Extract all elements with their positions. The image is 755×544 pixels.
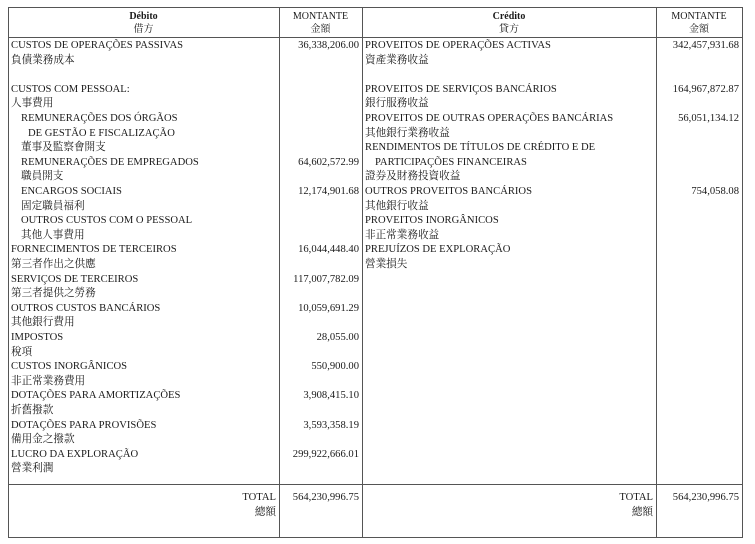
- credit-row-1-label: 資產業務收益: [365, 54, 429, 66]
- debit-row-29-label: 營業利潤: [11, 463, 54, 475]
- credit-total-label-zh: 總額: [631, 506, 653, 518]
- debit-header: [8, 10, 279, 36]
- debit-row-0-amount: 36,338,206.00: [298, 40, 359, 51]
- top-border: [8, 7, 743, 8]
- center-divider: [362, 7, 363, 537]
- debit-row-28-label: LUCRO DA EXPLORAÇÃO: [11, 448, 139, 460]
- debit-row-10-label: ENCARGOS SOCIAIS: [21, 186, 122, 197]
- credit-row-6-label: 其他銀行業務收益: [365, 127, 450, 139]
- debit-amount-header-pt: MONTANTE: [292, 11, 349, 22]
- debit-row-22-label: CUSTOS INORGÂNICOS: [11, 361, 128, 373]
- credit-total-label: [576, 491, 653, 520]
- debit-row-21-label: 稅項: [11, 346, 33, 358]
- credit-row-0-label: PROVEITOS DE OPERAÇÕES ACTIVAS: [365, 40, 551, 51]
- debit-row-3-label: CUSTOS COM PESSOAL:: [11, 83, 130, 95]
- debit-row-11-label: 固定職員福利: [21, 200, 85, 212]
- credit-header-zh: 貸方: [499, 24, 519, 35]
- debit-header-zh: 借方: [133, 24, 154, 35]
- debit-row-13-label: 其他人事費用: [21, 229, 85, 241]
- credit-row-5-amount: 56,051,134.12: [678, 113, 739, 124]
- debit-row-16-label: SERVIÇOS DE TERCEIROS: [11, 273, 139, 285]
- debit-total-amount: 564,230,996.75: [292, 492, 359, 503]
- debit-row-25-label: 折舊撥款: [11, 405, 54, 416]
- debit-row-27-label: 備用金之撥款: [11, 434, 75, 446]
- debit-row-14-amount: 16,044,448.40: [298, 244, 359, 256]
- credit-row-15-label: 營業損失: [365, 259, 408, 270]
- debit-row-28-amount: 299,922,666.01: [292, 448, 359, 460]
- debit-row-22-amount: 550,900.00: [311, 361, 359, 373]
- debit-row-20-label: IMPOSTOS: [11, 332, 64, 343]
- debit-row-5-label: REMUNERAÇÕES DOS ÓRGÃOS: [21, 113, 178, 124]
- credit-total-label-pt: TOTAL: [619, 492, 653, 503]
- credit-amount-header: [656, 10, 742, 36]
- debit-row-15-label: 第三者作出之供應: [11, 259, 96, 270]
- debit-row-9-label: 職員開支: [21, 171, 64, 183]
- debit-row-6-label: DE GESTÃO E FISCALIZAÇÃO: [28, 127, 175, 139]
- totals-top-border: [8, 484, 743, 485]
- debit-row-0-label: CUSTOS DE OPERAÇÕES PASSIVAS: [11, 40, 184, 51]
- credit-header-pt: Crédito: [492, 11, 526, 22]
- credit-row-14-label: PREJUÍZOS DE EXPLORAÇÃO: [365, 244, 511, 256]
- credit-amount-header-pt: MONTANTE: [671, 11, 727, 22]
- debit-row-7-label: 董事及監察會開支: [21, 142, 106, 154]
- debit-row-18-label: OUTROS CUSTOS BANCÁRIOS: [11, 302, 161, 314]
- debit-row-14-label: FORNECIMENTOS DE TERCEIROS: [11, 244, 177, 256]
- credit-row-11-label: 其他銀行收益: [365, 200, 429, 212]
- debit-row-8-label: REMUNERAÇÕES DE EMPREGADOS: [21, 156, 199, 168]
- credit-row-9-label: 證券及財務投資收益: [365, 171, 461, 183]
- credit-header: [362, 10, 656, 36]
- credit-row-7-label: RENDIMENTOS DE TÍTULOS DE CRÉDITO E DE: [365, 142, 596, 154]
- debit-row-26-amount: 3,593,358.19: [303, 419, 359, 431]
- debit-row-19-label: 其他銀行費用: [11, 317, 75, 329]
- debit-row-10-amount: 12,174,901.68: [298, 186, 359, 197]
- debit-row-4-label: 人事費用: [11, 98, 54, 110]
- right-border: [742, 7, 743, 537]
- credit-row-10-amount: 754,058.08: [691, 186, 739, 197]
- debit-row-17-label: 第三者提供之勞務: [11, 288, 96, 300]
- credit-row-3-label: PROVEITOS DE SERVIÇOS BANCÁRIOS: [365, 83, 557, 95]
- credit-total-amount: 564,230,996.75: [672, 492, 739, 503]
- credit-row-3-amount: 164,967,872.87: [672, 83, 739, 95]
- credit-row-10-label: OUTROS PROVEITOS BANCÁRIOS: [365, 186, 532, 197]
- debit-row-24-amount: 3,908,415.10: [303, 390, 359, 402]
- debit-row-18-amount: 10,059,691.29: [298, 302, 359, 314]
- header-bottom-border: [8, 37, 743, 38]
- credit-row-13-label: 非正常業務收益: [365, 229, 440, 241]
- credit-row-4-label: 銀行服務收益: [365, 98, 429, 110]
- debit-total-label-zh: 總額: [254, 506, 276, 518]
- debit-amount-header: [279, 10, 362, 36]
- credit-row-12-label: PROVEITOS INORGÂNICOS: [365, 215, 499, 227]
- debit-total-label: [200, 491, 276, 520]
- debit-row-12-label: OUTROS CUSTOS COM O PESSOAL: [21, 215, 193, 227]
- credit-row-8-label: PARTICIPAÇÕES FINANCEIRAS: [375, 156, 527, 168]
- debit-amount-header-zh: 金額: [310, 24, 331, 35]
- debit-header-pt: Débito: [129, 11, 158, 22]
- debit-row-20-amount: 28,055.00: [316, 332, 359, 343]
- debit-row-23-label: 非正常業務費用: [11, 375, 86, 387]
- debit-row-16-amount: 117,007,782.09: [293, 273, 359, 285]
- credit-amount-header-zh: 金額: [689, 24, 709, 35]
- bottom-border: [8, 537, 743, 538]
- credit-row-5-label: PROVEITOS DE OUTRAS OPERAÇÕES BANCÁRIAS: [365, 113, 614, 124]
- debit-row-24-label: DOTAÇÕES PARA AMORTIZAÇÕES: [11, 390, 181, 402]
- debit-row-8-amount: 64,602,572.99: [298, 156, 359, 168]
- debit-row-1-label: 負債業務成本: [11, 54, 75, 66]
- debit-row-26-label: DOTAÇÕES PARA PROVISÕES: [11, 419, 157, 431]
- credit-row-0-amount: 342,457,931.68: [672, 40, 739, 51]
- left-border: [8, 7, 9, 537]
- debit-total-label-pt: TOTAL: [242, 492, 276, 503]
